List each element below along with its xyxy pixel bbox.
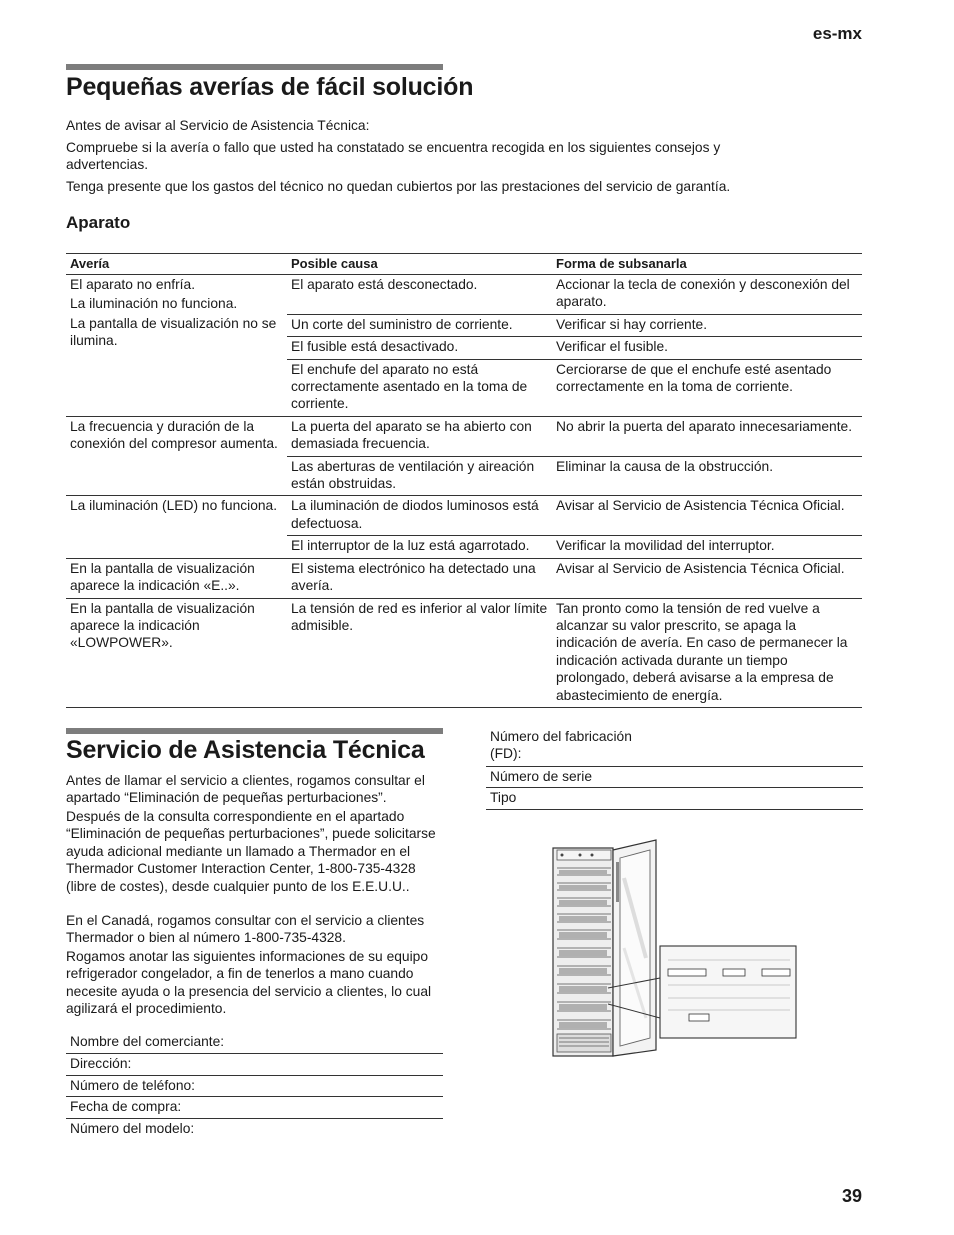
remedy-cell: Cerciorarse de que el enchufe esté asentado correctamente en la toma de corriente.	[552, 359, 862, 416]
subsection-title-aparato: Aparato	[66, 213, 131, 232]
service-paragraph: Después de la consulta correspondiente en el apartado “Eliminación de pequeñas perturbaciones”, puede solicitarse ayuda adicional mediante un llamado a Thermador en el Thermador Customer Interaction Center, 1-800-735-4328 (libre de costes), desde cualquier punto de los E.E.U.U..	[66, 809, 436, 894]
symptom-cell: En la pantalla de visualización aparece la indicación «LOWPOWER».	[66, 598, 287, 707]
cause-cell: Un corte del suministro de corriente.	[287, 314, 552, 336]
remedy-cell: Verificar la movilidad del interruptor.	[552, 536, 862, 558]
intro-paragraph: Tenga presente que los gastos del técnico no quedan cubiertos por las prestaciones del servicio de garantía.	[66, 179, 731, 194]
cause-cell: La tensión de red es inferior al valor límite admisible.	[287, 598, 552, 707]
column-header: Avería	[66, 254, 287, 275]
remedy-cell: Eliminar la causa de la obstrucción.	[552, 456, 862, 496]
remedy-cell: Verificar si hay corriente.	[552, 314, 862, 336]
form-row	[66, 1118, 443, 1139]
symptom-text: La pantalla de visualización no se ilumina.	[70, 315, 277, 349]
table-row	[66, 558, 862, 598]
page-number: 39	[841, 1186, 862, 1206]
form-row	[66, 1097, 443, 1118]
form-row	[486, 727, 863, 766]
cause-cell: El enchufe del aparato no está correctamente asentado en la toma de corriente.	[287, 359, 552, 416]
cause-cell: Las aberturas de ventilación y aireación están obstruidas.	[287, 456, 552, 496]
appliance-info-form	[486, 727, 863, 810]
form-label: Dirección:	[66, 1054, 443, 1075]
language-code: es-mx	[812, 24, 862, 43]
remedy-cell: Tan pronto como la tensión de red vuelve a alcanzar su valor prescrito, se apaga la indicación de avería. En caso de permanecer la indicación activada durante un tiempo prolongado, deberá avisarse a la empresa de abastecimiento de energía.	[552, 598, 862, 707]
remedy-cell: Accionar la tecla de conexión y desconexión del aparato.	[552, 275, 862, 315]
form-row	[486, 788, 863, 809]
symptom-text: La iluminación no funciona.	[70, 296, 238, 312]
service-paragraph: Rogamos anotar las siguientes informaciones de su equipo refrigerador congelador, a fin de tenerlos a mano cuando necesite ayuda o la presencia del servicio a clientes, lo cual agilizará el procedimiento.	[66, 949, 432, 1017]
form-label: Fecha de compra:	[66, 1097, 443, 1118]
table-row	[66, 598, 862, 707]
form-row	[66, 1054, 443, 1075]
form-row	[66, 1075, 443, 1096]
customer-info-form	[66, 1032, 443, 1139]
table-header-row	[66, 254, 862, 275]
symptom-cell: La iluminación (LED) no funciona.	[66, 496, 287, 558]
service-paragraph: Antes de llamar el servicio a clientes, rogamos consultar el apartado “Eliminación de pequeñas perturbaciones”.	[66, 773, 425, 806]
column-header: Posible causa	[287, 254, 552, 275]
section-title-service: Servicio de Asistencia Técnica	[66, 736, 425, 764]
cause-cell: El sistema electrónico ha detectado una avería.	[287, 558, 552, 598]
table-row	[66, 275, 862, 315]
intro-paragraph: Antes de avisar al Servicio de Asistencia Técnica:	[66, 118, 370, 133]
form-label: Número de teléfono:	[66, 1075, 443, 1096]
remedy-cell: Verificar el fusible.	[552, 337, 862, 359]
form-row	[66, 1032, 443, 1054]
table-row	[66, 496, 862, 536]
symptom-text: El aparato no enfría.	[70, 277, 196, 292]
column-header: Forma de subsanarla	[552, 254, 862, 275]
cause-cell: La puerta del aparato se ha abierto con demasiada frecuencia.	[287, 416, 552, 456]
form-row	[486, 766, 863, 787]
cause-cell: El interruptor de la luz está agarrotado.	[287, 536, 552, 558]
remedy-cell: Avisar al Servicio de Asistencia Técnica Oficial.	[552, 496, 862, 536]
cause-cell: La iluminación de diodos luminosos está defectuosa.	[287, 496, 552, 536]
troubleshooting-table	[66, 253, 862, 708]
symptom-cell	[66, 275, 287, 417]
symptom-cell: La frecuencia y duración de la conexión del compresor aumenta.	[66, 416, 287, 496]
section-rule	[66, 728, 443, 734]
form-label: Número de serie	[486, 766, 863, 787]
cause-cell: El aparato está desconectado.	[287, 275, 552, 315]
form-label: Nombre del comerciante:	[66, 1032, 443, 1054]
remedy-cell: Avisar al Servicio de Asistencia Técnica Oficial.	[552, 558, 862, 598]
form-label: Número del fabricación (FD):	[486, 727, 863, 766]
refrigerator-illustration	[550, 838, 798, 1068]
section-rule	[66, 64, 443, 70]
form-label: Tipo	[486, 788, 863, 809]
intro-paragraph: Compruebe si la avería o fallo que usted ha constatado se encuentra recogida en los siguientes consejos y advertencias.	[66, 140, 721, 173]
cause-cell: El fusible está desactivado.	[287, 337, 552, 359]
symptom-cell: En la pantalla de visualización aparece la indicación «E..».	[66, 558, 287, 598]
service-paragraph: En el Canadá, rogamos consultar con el servicio a clientes Thermador o bien al número 1-800-735-4328.	[66, 913, 425, 946]
form-label: Número del modelo:	[70, 1120, 195, 1136]
remedy-cell: No abrir la puerta del aparato innecesariamente.	[552, 416, 862, 456]
table-row	[66, 416, 862, 456]
refrigerator-drawing	[550, 838, 798, 1068]
section-title-troubleshooting: Pequeñas averías de fácil solución	[66, 73, 474, 101]
